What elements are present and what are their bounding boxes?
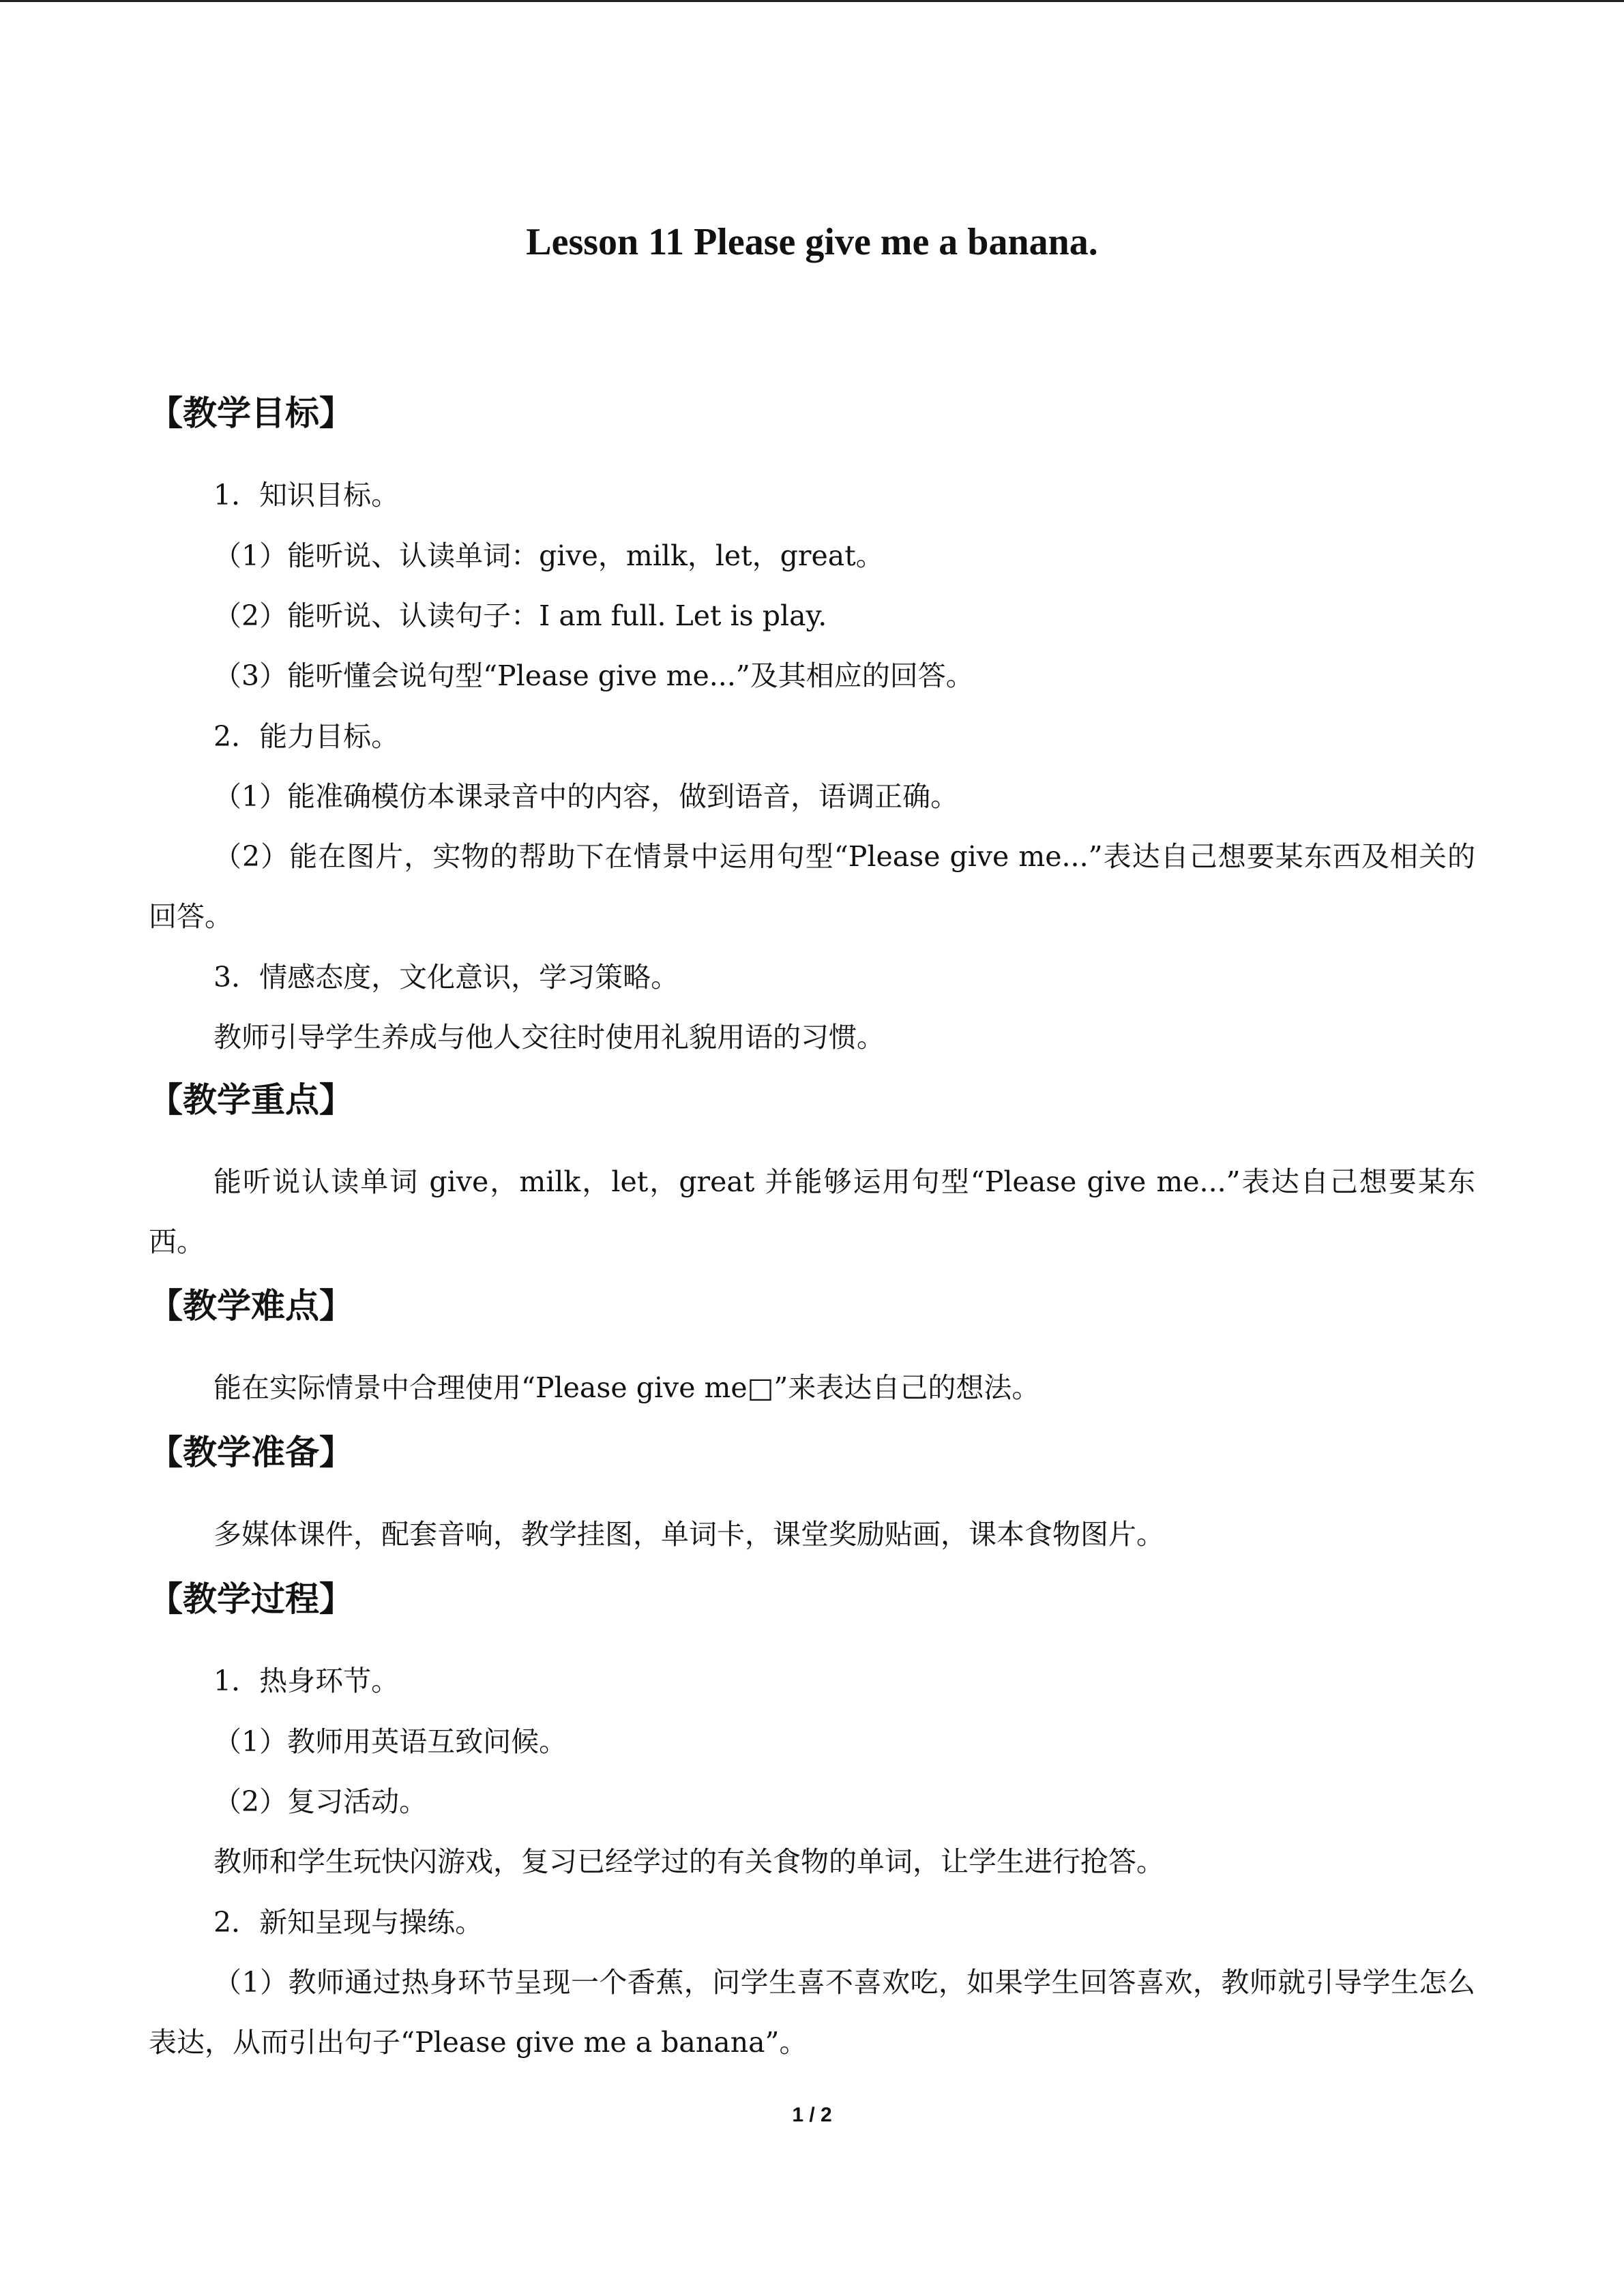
page-number: 1 / 2 [792,2104,832,2126]
paragraph: 1．知识目标。 [213,479,400,511]
paragraph: 2．能力目标。 [213,720,400,753]
paragraph: （1）能准确模仿本课录音中的内容，做到语音，语调正确。 [213,780,959,813]
paragraph: （3）能听懂会说句型“Please give me...”及其相应的回答。 [213,659,974,692]
section-heading-process: 【教学过程】 [149,1579,353,1619]
paragraph: （2）能听说、认读句子：I am full. Let is play. [213,599,827,632]
paragraph: 教师引导学生养成与他人交往时使用礼貌用语的习惯。 [213,1021,885,1054]
paragraph: 多媒体课件，配套音响，教学挂图，单词卡，课堂奖励贴画，课本食物图片。 [213,1518,1164,1551]
paragraph: 3．情感态度，文化意识，学习策略。 [213,961,679,994]
paragraph: （1）教师用英语互致问候。 [213,1725,567,1758]
paragraph: （1）教师通过热身环节呈现一个香蕉，问学生喜不喜欢吃，如果学生回答喜欢，教师就引导学生怎么表达，从而引出句子“Please give me a banana”。 [149,1966,1475,2059]
section-heading-objectives: 【教学目标】 [149,393,353,433]
paragraph: （2）能在图片，实物的帮助下在情景中运用句型“Please give me...”表达自己想要某东西及相关的回答。 [149,840,1475,933]
paragraph: （1）能听说、认读单词：give，milk，let，great。 [213,539,884,572]
paragraph: （2）复习活动。 [213,1785,428,1818]
paragraph: 能在实际情景中合理使用“Please give me□”来表达自己的想法。 [213,1371,1040,1404]
section-heading-difficulties: 【教学难点】 [149,1286,353,1326]
paragraph: 能听说认读单词 give，milk，let，great 并能够运用句型“Please give me...”表达自己想要某东西。 [149,1165,1475,1258]
paragraph: 教师和学生玩快闪游戏，复习已经学过的有关食物的单词，让学生进行抢答。 [213,1845,1164,1878]
paragraph: 1．热身环节。 [213,1665,400,1697]
section-heading-key-points: 【教学重点】 [149,1080,353,1120]
paragraph: 2．新知呈现与操练。 [213,1906,484,1939]
section-heading-preparation: 【教学准备】 [149,1433,353,1472]
document-title: Lesson 11 Please give me a banana. [526,221,1098,263]
